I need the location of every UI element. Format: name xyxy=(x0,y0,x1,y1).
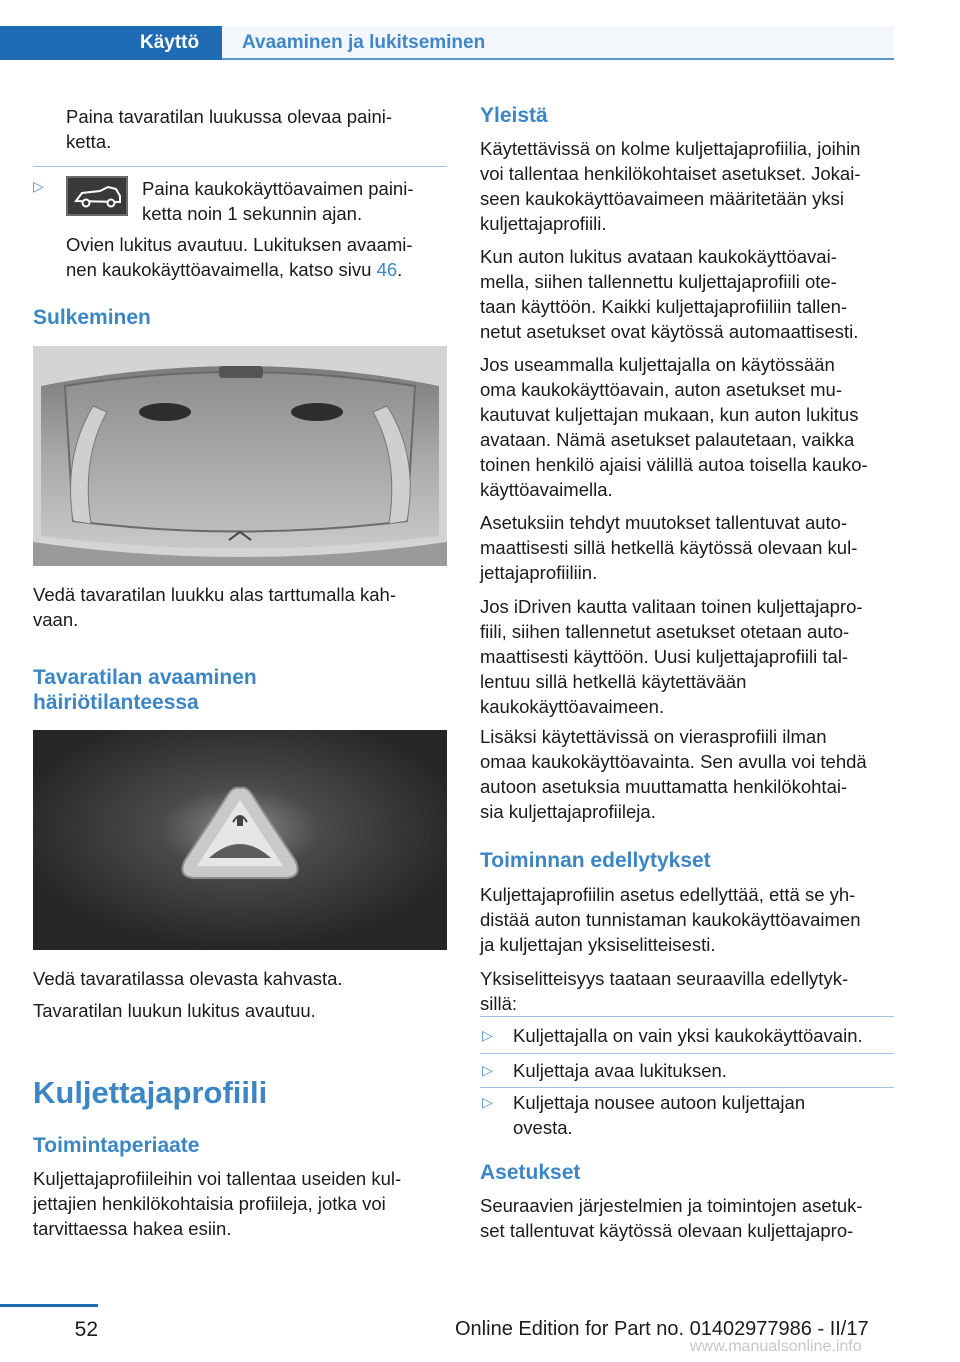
principle-line: jettajien henkilökohtaisia profiileja, jotka voi xyxy=(33,1193,386,1214)
paragraph-line: maattisesti sillä hetkellä käytössä olevaan kul- xyxy=(480,537,858,558)
paragraph-line: maattisesti käyttöön. Uusi kuljettajaprofiili tal- xyxy=(480,646,849,667)
paragraph-line: taan käyttöön. Kaikki kuljettajaprofiiliin tallen- xyxy=(480,296,848,317)
paragraph-line: toinen henkilö ajaisi välillä autoa toisella kauko- xyxy=(480,454,868,475)
paragraph-line: set tallentuvat käytössä olevaan kuljettajapro- xyxy=(480,1220,854,1241)
general-paragraph-4 xyxy=(480,510,900,585)
paragraph-line: Jos iDriven kautta valitaan toinen kuljettajapro- xyxy=(480,596,863,617)
intro-line: Paina tavaratilan luukussa olevaa paini- xyxy=(66,106,393,127)
paragraph-line: omaa kaukokäyttöavainta. Sen avulla voi tehdä xyxy=(480,751,867,772)
general-paragraph-1 xyxy=(480,136,900,236)
intro-line: ketta. xyxy=(66,131,112,152)
general-paragraph-5 xyxy=(480,594,900,719)
paragraph-line: netut asetukset ovat käytössä automaattisesti. xyxy=(480,321,859,342)
emergency-handle-image xyxy=(33,730,447,950)
paragraph-line: oma kaukokäyttöavain, auton asetukset mu- xyxy=(480,379,842,400)
intro-text xyxy=(66,104,446,154)
footer-rule xyxy=(0,1304,98,1307)
paragraph-line: Asetuksiin tehdyt muutokset tallentuvat auto- xyxy=(480,512,848,533)
header-section-tab xyxy=(0,26,222,60)
requirement-item xyxy=(513,1090,893,1140)
trunk-lid-image xyxy=(33,346,447,566)
remote-step-line: Paina kaukokäyttöavaimen paini- xyxy=(142,178,414,199)
paragraph-line: fiili, siihen tallennetut asetukset otetaan auto- xyxy=(480,621,850,642)
paragraph-line: jettajaprofiiliin. xyxy=(480,562,598,583)
paragraph-line: seen kaukokäyttöavaimeen määritetään yksi xyxy=(480,188,845,209)
paragraph-line: lentuu sillä hetkellä käytettävään xyxy=(480,671,747,692)
edition-text: Online Edition for Part no. 01402977986 - II/17 xyxy=(455,1318,869,1340)
general-paragraph-3 xyxy=(480,352,900,502)
list-triangle-icon: ▷ xyxy=(482,1094,493,1110)
emergency-text-2: Tavaratilan luukun lukitus avautuu. xyxy=(33,1000,316,1021)
paragraph-line: Lisäksi käytettävissä on vierasprofiili ilman xyxy=(480,726,827,747)
principle-line: tarvittaessa hakea esiin. xyxy=(33,1218,232,1239)
remote-result-suffix: . xyxy=(397,259,403,280)
general-paragraph-2 xyxy=(480,244,900,344)
paragraph-line: mella, siihen tallennettu kuljettajaprofiili ote- xyxy=(480,271,837,292)
remote-result-line xyxy=(66,257,448,282)
separator xyxy=(480,1053,894,1054)
paragraph-line: Yksiselitteisyys taataan seuraavilla edellytyk- xyxy=(480,968,849,989)
closing-text xyxy=(33,582,447,632)
remote-step-text xyxy=(142,176,448,226)
list-triangle-icon: ▷ xyxy=(482,1027,493,1043)
paragraph-line: autoon asetuksia muuttamatta henkilökohtai- xyxy=(480,776,848,797)
separator xyxy=(33,166,447,167)
requirements-heading: Toiminnan edellytykset xyxy=(480,849,711,872)
principle-text xyxy=(33,1166,453,1241)
list-triangle-icon: ▷ xyxy=(482,1062,493,1078)
paragraph-line: kuljettajaprofiili. xyxy=(480,213,607,234)
paragraph-line: distää auton tunnistaman kaukokäyttöavaimen xyxy=(480,909,861,930)
paragraph-line: kaukokäyttöavaimeen. xyxy=(480,696,665,717)
general-paragraph-6 xyxy=(480,724,900,824)
emergency-text-1: Vedä tavaratilassa olevasta kahvasta. xyxy=(33,968,343,989)
watermark: www.manualsonline.info xyxy=(690,1338,862,1355)
remote-result-line: Ovien lukitus avautuu. Lukituksen avaami- xyxy=(66,234,413,255)
requirement-item: Kuljettaja avaa lukituksen. xyxy=(513,1060,727,1081)
header-rule xyxy=(222,58,894,60)
requirement-item-line: Kuljettaja nousee autoon kuljettajan xyxy=(513,1092,806,1113)
remote-result-text xyxy=(66,232,448,282)
paragraph-line: sillä: xyxy=(480,993,518,1014)
emergency-heading-line: Tavaratilan avaaminen xyxy=(33,666,257,689)
paragraph-line: käyttöavaimella. xyxy=(480,479,613,500)
paragraph-line: ja kuljettajan yksiselitteisesti. xyxy=(480,934,716,955)
paragraph-line: Kun auton lukitus avataan kaukokäyttöavai- xyxy=(480,246,837,267)
requirements-paragraph-1 xyxy=(480,882,900,957)
principle-line: Kuljettajaprofiileihin voi tallentaa useiden kul- xyxy=(33,1168,402,1189)
paragraph-line: Seuraavien järjestelmien ja toimintojen asetuk- xyxy=(480,1195,863,1216)
emergency-heading-line: häiriötilanteessa xyxy=(33,691,199,714)
closing-heading: Sulkeminen xyxy=(33,306,151,329)
page-number: 52 xyxy=(74,1318,98,1341)
paragraph-line: avataan. Nämä asetukset palautetaan, vaikka xyxy=(480,429,855,450)
page-link[interactable]: 46 xyxy=(376,259,398,280)
remote-trunk-button-icon xyxy=(66,176,128,216)
requirement-item: Kuljettajalla on vain yksi kaukokäyttöavain. xyxy=(513,1025,863,1046)
paragraph-line: voi tallentaa henkilökohtaiset asetukset. Jokai- xyxy=(480,163,861,184)
paragraph-line: Käytettävissä on kolme kuljettajaprofiilia, joihin xyxy=(480,138,861,159)
header-section-label: Käyttö xyxy=(140,32,200,53)
remote-result-prefix: nen kaukokäyttöavaimella, katso sivu xyxy=(66,259,377,280)
remote-step-line: ketta noin 1 sekunnin ajan. xyxy=(142,203,363,224)
closing-line: vaan. xyxy=(33,609,79,630)
paragraph-line: Kuljettajaprofiilin asetus edellyttää, että se yh- xyxy=(480,884,856,905)
requirements-paragraph-2 xyxy=(480,966,900,1016)
profiles-heading: Kuljettajaprofiili xyxy=(33,1075,268,1110)
requirement-item-line: ovesta. xyxy=(513,1117,573,1138)
paragraph-line: sia kuljettajaprofiileja. xyxy=(480,801,656,822)
paragraph-line: kautuvat kuljettajan mukaan, kun auton lukitus xyxy=(480,404,859,425)
separator xyxy=(480,1016,894,1017)
list-triangle-icon: ▷ xyxy=(33,178,44,194)
paragraph-line: Jos useammalla kuljettajalla on käytössään xyxy=(480,354,835,375)
closing-line: Vedä tavaratilan luukku alas tarttumalla kah- xyxy=(33,584,397,605)
separator xyxy=(480,1087,894,1088)
general-heading: Yleistä xyxy=(480,104,548,127)
header-chapter-title: Avaaminen ja lukitseminen xyxy=(222,26,894,60)
settings-text xyxy=(480,1193,900,1243)
emergency-heading xyxy=(33,665,257,715)
principle-heading: Toimintaperiaate xyxy=(33,1134,200,1157)
settings-heading: Asetukset xyxy=(480,1161,581,1184)
